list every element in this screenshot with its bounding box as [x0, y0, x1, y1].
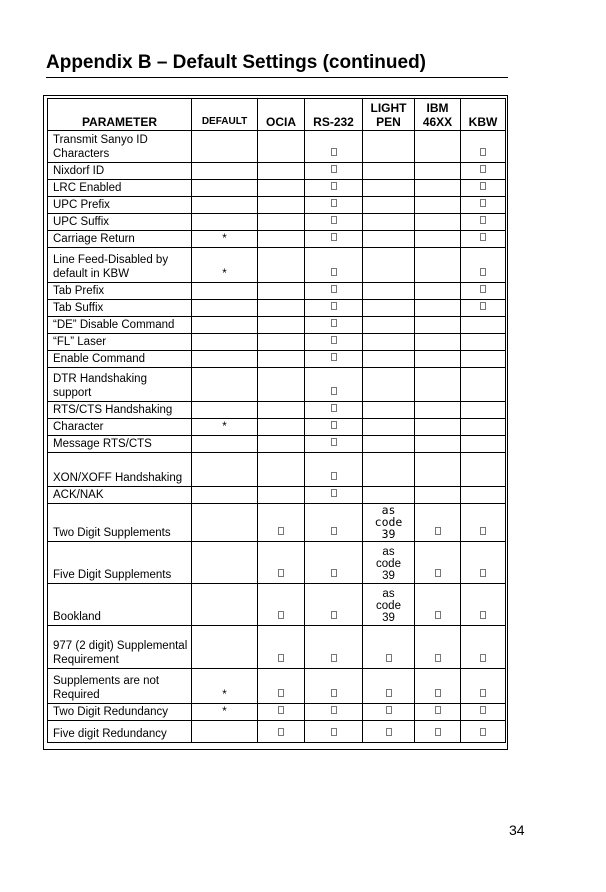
table-row: [48, 300, 506, 317]
parameter-cell: Tab Prefix: [48, 283, 192, 300]
kbw-cell: [461, 704, 506, 721]
rs232-cell: [305, 300, 363, 317]
checkbox-mark-icon: [331, 569, 337, 577]
rs232-cell: [305, 704, 363, 721]
default-cell: *: [192, 248, 258, 283]
ocia-cell: [258, 231, 305, 248]
checkbox-mark-icon: [331, 148, 337, 156]
ibm-cell: [415, 704, 461, 721]
rs232-cell: [305, 542, 363, 584]
ibm-cell: [415, 197, 461, 214]
checkbox-mark-icon: [386, 654, 392, 662]
checkbox-mark-icon: [480, 182, 486, 190]
kbw-cell: [461, 231, 506, 248]
ocia-cell: [258, 131, 305, 163]
kbw-cell: [461, 214, 506, 231]
checkbox-mark-icon: [435, 654, 441, 662]
ocia-cell: [258, 704, 305, 721]
checkbox-mark-icon: [480, 527, 486, 535]
checkbox-mark-icon: [278, 527, 284, 535]
checkbox-mark-icon: [480, 199, 486, 207]
parameter-cell: Two Digit Supplements: [48, 504, 192, 542]
light-pen-cell: [363, 317, 415, 334]
table-row: [48, 704, 506, 721]
parameter-cell: 977 (2 digit) Supplemental Requirement: [48, 626, 192, 669]
ibm-cell: [415, 669, 461, 704]
checkbox-mark-icon: [331, 611, 337, 619]
checkbox-mark-icon: [480, 302, 486, 310]
rs232-cell: [305, 721, 363, 743]
ocia-cell: [258, 180, 305, 197]
checkbox-mark-icon: [480, 611, 486, 619]
default-cell: *: [192, 704, 258, 721]
ocia-cell: [258, 584, 305, 626]
checkbox-mark-icon: [278, 654, 284, 662]
light-pen-cell: [363, 419, 415, 436]
default-cell: [192, 542, 258, 584]
checkbox-mark-icon: [331, 728, 337, 736]
kbw-cell: [461, 626, 506, 669]
parameter-cell: “DE” Disable Command: [48, 317, 192, 334]
ocia-cell: [258, 669, 305, 704]
rs232-cell: [305, 283, 363, 300]
kbw-cell: [461, 300, 506, 317]
light-pen-cell: [363, 368, 415, 402]
default-cell: [192, 504, 258, 542]
light-pen-cell: [363, 180, 415, 197]
ibm-cell: [415, 453, 461, 487]
light-pen-cell: [363, 283, 415, 300]
checkbox-mark-icon: [331, 489, 337, 497]
checkbox-mark-icon: [331, 472, 337, 480]
checkbox-mark-icon: [331, 182, 337, 190]
checkbox-mark-icon: [331, 438, 337, 446]
light-pen-cell: [363, 214, 415, 231]
ocia-cell: [258, 542, 305, 584]
ocia-cell: [258, 197, 305, 214]
rs232-cell: [305, 214, 363, 231]
kbw-cell: [461, 351, 506, 368]
default-cell: [192, 351, 258, 368]
ocia-cell: [258, 300, 305, 317]
ibm-cell: [415, 721, 461, 743]
kbw-cell: [461, 487, 506, 504]
rs232-cell: [305, 163, 363, 180]
table-row: [48, 504, 506, 542]
table-row: [48, 626, 506, 669]
light-pen-cell: [363, 453, 415, 487]
table-row: [48, 669, 506, 704]
header-ocia: OCIA: [258, 99, 305, 131]
rs232-cell: [305, 317, 363, 334]
checkbox-mark-icon: [331, 689, 337, 697]
checkbox-mark-icon: [331, 165, 337, 173]
default-cell: [192, 197, 258, 214]
parameter-cell: Character: [48, 419, 192, 436]
kbw-cell: [461, 542, 506, 584]
rs232-cell: [305, 334, 363, 351]
table-row: [48, 351, 506, 368]
table-header-row: [48, 99, 506, 131]
kbw-cell: [461, 368, 506, 402]
page-title: Appendix B – Default Settings (continued): [46, 52, 427, 73]
ocia-cell: [258, 504, 305, 542]
default-cell: *: [192, 419, 258, 436]
light-pen-cell: [363, 197, 415, 214]
kbw-cell: [461, 283, 506, 300]
table-row: [48, 163, 506, 180]
parameter-cell: Five Digit Supplements: [48, 542, 192, 584]
parameter-cell: Five digit Redundancy: [48, 721, 192, 743]
checkbox-mark-icon: [331, 268, 337, 276]
page-number: 34: [509, 822, 525, 838]
table-row: [48, 317, 506, 334]
parameter-cell: XON/XOFF Handshaking: [48, 453, 192, 487]
light-pen-cell: [363, 487, 415, 504]
default-cell: [192, 626, 258, 669]
light-pen-cell: [363, 131, 415, 163]
light-pen-cell: [363, 721, 415, 743]
checkbox-mark-icon: [480, 165, 486, 173]
light-pen-cell: [363, 436, 415, 453]
ocia-cell: [258, 334, 305, 351]
default-cell: [192, 214, 258, 231]
checkbox-mark-icon: [331, 233, 337, 241]
ocia-cell: [258, 419, 305, 436]
table-row: [48, 180, 506, 197]
parameter-cell: DTR Handshaking support: [48, 368, 192, 402]
kbw-cell: [461, 436, 506, 453]
header-kbw: KBW: [461, 99, 506, 131]
header-default: DEFAULT: [192, 99, 258, 131]
parameter-cell: RTS/CTS Handshaking: [48, 402, 192, 419]
checkbox-mark-icon: [386, 728, 392, 736]
light-pen-cell: [363, 704, 415, 721]
rs232-cell: [305, 248, 363, 283]
checkbox-mark-icon: [480, 569, 486, 577]
light-pen-cell: [363, 163, 415, 180]
rs232-cell: [305, 453, 363, 487]
ibm-cell: [415, 584, 461, 626]
checkbox-mark-icon: [480, 728, 486, 736]
table-row: [48, 453, 506, 487]
table-row: [48, 436, 506, 453]
checkbox-mark-icon: [480, 285, 486, 293]
checkbox-mark-icon: [435, 527, 441, 535]
table-row: [48, 402, 506, 419]
table-row: [48, 197, 506, 214]
ocia-cell: [258, 214, 305, 231]
parameter-cell: Supplements are not Required: [48, 669, 192, 704]
parameter-cell: ACK/NAK: [48, 487, 192, 504]
parameter-cell: Enable Command: [48, 351, 192, 368]
table-row: [48, 542, 506, 584]
checkbox-mark-icon: [480, 689, 486, 697]
ibm-cell: [415, 300, 461, 317]
checkbox-mark-icon: [435, 569, 441, 577]
ibm-cell: [415, 163, 461, 180]
ibm-cell: [415, 180, 461, 197]
checkbox-mark-icon: [331, 353, 337, 361]
table-row: [48, 368, 506, 402]
light-pen-cell: [363, 231, 415, 248]
checkbox-mark-icon: [331, 706, 337, 714]
rs232-cell: [305, 584, 363, 626]
checkbox-mark-icon: [278, 611, 284, 619]
ocia-cell: [258, 163, 305, 180]
table-row: [48, 131, 506, 163]
rs232-cell: [305, 231, 363, 248]
rs232-cell: [305, 197, 363, 214]
header-light-pen: LIGHT PEN: [363, 99, 415, 131]
checkbox-mark-icon: [480, 654, 486, 662]
ocia-cell: [258, 317, 305, 334]
checkbox-mark-icon: [386, 689, 392, 697]
default-cell: [192, 368, 258, 402]
checkbox-mark-icon: [435, 611, 441, 619]
checkbox-mark-icon: [331, 336, 337, 344]
checkbox-mark-icon: [278, 728, 284, 736]
default-cell: [192, 317, 258, 334]
checkbox-mark-icon: [331, 319, 337, 327]
light-pen-cell: [363, 351, 415, 368]
table-row: [48, 584, 506, 626]
default-cell: [192, 436, 258, 453]
rs232-cell: [305, 402, 363, 419]
kbw-cell: [461, 248, 506, 283]
parameter-cell: Tab Suffix: [48, 300, 192, 317]
kbw-cell: [461, 163, 506, 180]
light-pen-cell: [363, 669, 415, 704]
checkbox-mark-icon: [331, 216, 337, 224]
ocia-cell: [258, 721, 305, 743]
checkbox-mark-icon: [386, 706, 392, 714]
rs232-cell: [305, 504, 363, 542]
checkbox-mark-icon: [480, 216, 486, 224]
light-pen-cell: [363, 402, 415, 419]
ibm-cell: [415, 419, 461, 436]
default-cell: [192, 453, 258, 487]
light-pen-cell: [363, 300, 415, 317]
ocia-cell: [258, 487, 305, 504]
default-cell: [192, 163, 258, 180]
checkbox-mark-icon: [435, 706, 441, 714]
default-cell: [192, 487, 258, 504]
ocia-cell: [258, 453, 305, 487]
ibm-cell: [415, 248, 461, 283]
parameter-cell: Line Feed-Disabled by default in KBW: [48, 248, 192, 283]
ocia-cell: [258, 283, 305, 300]
header-parameter: PARAMETER: [48, 99, 192, 131]
kbw-cell: [461, 721, 506, 743]
table-row: [48, 487, 506, 504]
rs232-cell: [305, 180, 363, 197]
kbw-cell: [461, 419, 506, 436]
default-cell: [192, 584, 258, 626]
table-row: [48, 419, 506, 436]
rs232-cell: [305, 419, 363, 436]
default-cell: [192, 131, 258, 163]
default-cell: [192, 300, 258, 317]
kbw-cell: [461, 453, 506, 487]
parameter-cell: Two Digit Redundancy: [48, 704, 192, 721]
table-row: [48, 231, 506, 248]
rs232-cell: [305, 436, 363, 453]
parameter-cell: UPC Suffix: [48, 214, 192, 231]
table-row: [48, 721, 506, 743]
kbw-cell: [461, 334, 506, 351]
checkbox-mark-icon: [331, 387, 337, 395]
default-cell: [192, 402, 258, 419]
checkbox-mark-icon: [480, 148, 486, 156]
checkbox-mark-icon: [435, 689, 441, 697]
checkbox-mark-icon: [331, 654, 337, 662]
ibm-cell: [415, 436, 461, 453]
checkbox-mark-icon: [331, 199, 337, 207]
table-row: [48, 334, 506, 351]
header-rs232: RS-232: [305, 99, 363, 131]
parameter-cell: Bookland: [48, 584, 192, 626]
kbw-cell: [461, 197, 506, 214]
light-pen-cell: as code 39: [363, 542, 415, 584]
ibm-cell: [415, 334, 461, 351]
parameter-cell: UPC Prefix: [48, 197, 192, 214]
default-cell: *: [192, 669, 258, 704]
checkbox-mark-icon: [331, 404, 337, 412]
parameter-cell: Message RTS/CTS: [48, 436, 192, 453]
ibm-cell: [415, 283, 461, 300]
kbw-cell: [461, 180, 506, 197]
checkbox-mark-icon: [331, 285, 337, 293]
parameter-cell: Transmit Sanyo ID Characters: [48, 131, 192, 163]
rs232-cell: [305, 669, 363, 704]
rs232-cell: [305, 131, 363, 163]
header-ibm-46xx: IBM 46XX: [415, 99, 461, 131]
ibm-cell: [415, 542, 461, 584]
light-pen-cell: [363, 248, 415, 283]
ocia-cell: [258, 351, 305, 368]
title-underline: [46, 77, 508, 78]
kbw-cell: [461, 504, 506, 542]
light-pen-cell: [363, 334, 415, 351]
ibm-cell: [415, 487, 461, 504]
parameter-cell: Carriage Return: [48, 231, 192, 248]
checkbox-mark-icon: [331, 302, 337, 310]
kbw-cell: [461, 317, 506, 334]
ocia-cell: [258, 248, 305, 283]
kbw-cell: [461, 402, 506, 419]
table-row: [48, 248, 506, 283]
checkbox-mark-icon: [480, 268, 486, 276]
kbw-cell: [461, 584, 506, 626]
checkbox-mark-icon: [278, 569, 284, 577]
light-pen-cell: as code 39: [363, 504, 415, 542]
table-row: [48, 214, 506, 231]
parameter-cell: Nixdorf ID: [48, 163, 192, 180]
checkbox-mark-icon: [278, 689, 284, 697]
rs232-cell: [305, 487, 363, 504]
ibm-cell: [415, 231, 461, 248]
ocia-cell: [258, 436, 305, 453]
default-cell: [192, 283, 258, 300]
parameter-cell: “FL” Laser: [48, 334, 192, 351]
ocia-cell: [258, 626, 305, 669]
checkbox-mark-icon: [480, 706, 486, 714]
default-settings-table: [47, 98, 506, 743]
light-pen-cell: [363, 626, 415, 669]
ibm-cell: [415, 626, 461, 669]
ibm-cell: [415, 131, 461, 163]
table-row: [48, 283, 506, 300]
ocia-cell: [258, 402, 305, 419]
checkbox-mark-icon: [480, 233, 486, 241]
rs232-cell: [305, 351, 363, 368]
checkbox-mark-icon: [278, 706, 284, 714]
ibm-cell: [415, 368, 461, 402]
default-cell: *: [192, 231, 258, 248]
ibm-cell: [415, 317, 461, 334]
ibm-cell: [415, 504, 461, 542]
default-cell: [192, 334, 258, 351]
rs232-cell: [305, 626, 363, 669]
checkbox-mark-icon: [435, 728, 441, 736]
rs232-cell: [305, 368, 363, 402]
kbw-cell: [461, 669, 506, 704]
kbw-cell: [461, 131, 506, 163]
default-cell: [192, 721, 258, 743]
default-cell: [192, 180, 258, 197]
parameter-cell: LRC Enabled: [48, 180, 192, 197]
ibm-cell: [415, 402, 461, 419]
ocia-cell: [258, 368, 305, 402]
checkbox-mark-icon: [331, 421, 337, 429]
checkbox-mark-icon: [331, 527, 337, 535]
light-pen-cell: as code 39: [363, 584, 415, 626]
ibm-cell: [415, 351, 461, 368]
ibm-cell: [415, 214, 461, 231]
